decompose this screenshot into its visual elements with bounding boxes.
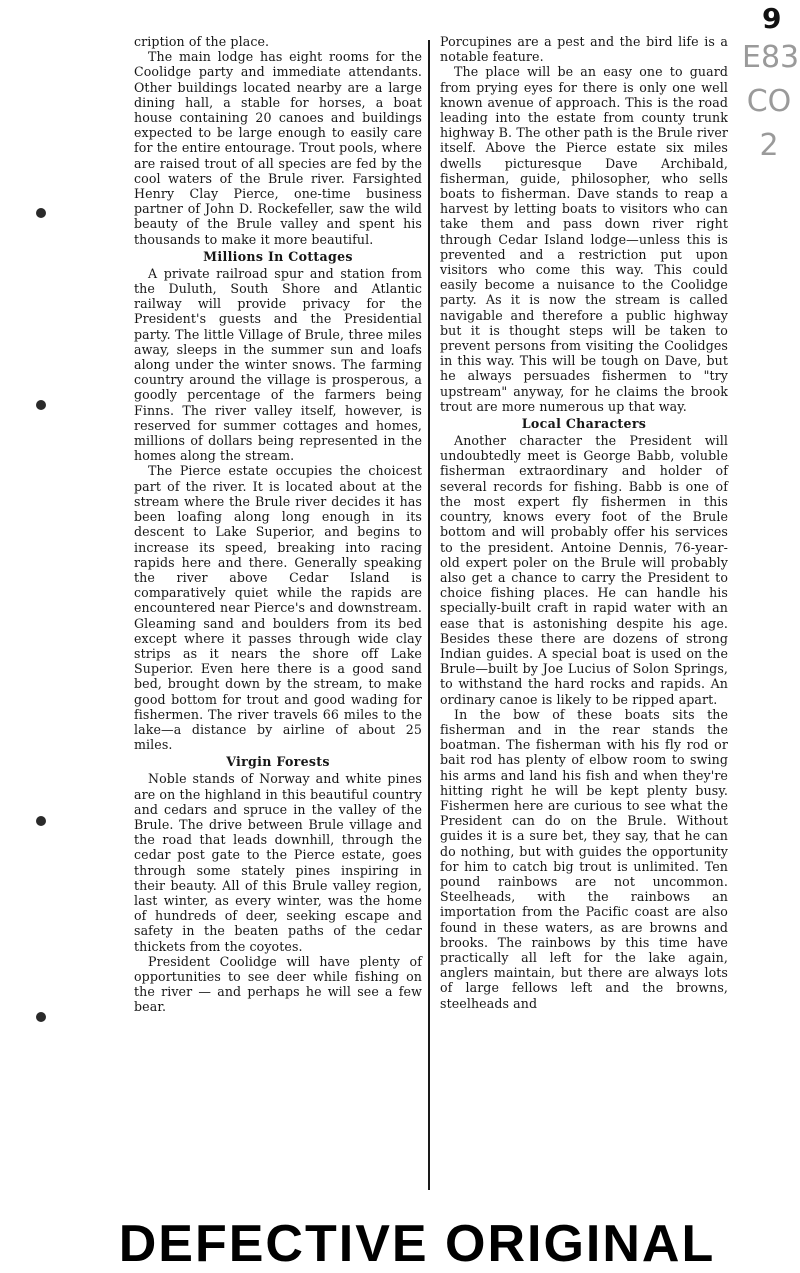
archive-annotation <box>742 36 800 168</box>
subheading: Local Characters <box>521 416 647 432</box>
paragraph: The main lodge has eight rooms for the Coolidge party and immediate attendants. Other buildings located nearby are a large dining hall, a stable for horses, a boat house containing 20 canoes and buildings expected to be large enough to easily care for the entire entourage. Trout pools, where are raised trout of all species are fed by the cool waters of the Brule river. Farsighted Henry Clay Pierce, one-time business partner of John D. Rockefeller, saw the wild beauty of the Brule valley and spent his thousands to make it more beautiful. <box>134 49 422 247</box>
subheading: Millions In Cottages <box>203 248 353 264</box>
binding-hole <box>36 208 46 218</box>
archive-annotation-line: 2 <box>759 128 779 163</box>
subheading: Virgin Forests <box>226 754 330 770</box>
binding-hole <box>36 1012 46 1022</box>
column-rule <box>428 40 430 1190</box>
page-number: 9 <box>762 2 782 35</box>
paragraph: A private railroad spur and station from the Duluth, South Shore and Atlantic railway will provide privacy for the President's guests and the Presidential party. The little Village of Brule, three miles away, sleeps in the summer sun and loafs along under the winter snows. The farming country around the village is prosperous, a goodly percentage of the farmers being Finns. The river valley itself, however, is reserved for summer cottages and homes, millions of dollars being represented in the homes along the stream. <box>134 265 422 464</box>
article-column-left <box>134 34 422 1015</box>
binding-hole <box>36 816 46 826</box>
paragraph: Another character the President will undoubtedly meet is George Babb, voluble fisherman extraordinary and holder of several records for fishing. Babb is one of the most expert fly fishermen in this country, knows every foot of the Brule bottom and will probably offer his services to the president. Antoine Dennis, 76-year-old expert poler on the Brule will probably also get a chance to carry the President to choice fishing places. He can handle his specially-built craft in rapid water with an ease that is astonishing despite his age. Besides these there are dozens of strong Indian guides. A special boat is used on the Brule—built by Joe Lucius of Solon Springs, to withstand the hard rocks and rapids. An ordinary canoe is likely to be ripped apart. <box>440 433 728 707</box>
paragraph: In the bow of these boats sits the fisherman and in the rear stands the boatman. The fisherman with his fly rod or bait rod has plenty of elbow room to swing his arms and land his fish and when they're hitting right he will be kept plenty busy. Fishermen here are curious to see what the President can do on the Brule. Without guides it is a sure bet, they say, that he can do nothing, but with guides the opportunity for him to catch big trout is unlimited. Ten pound rainbows are not uncommon. Steelheads, with the rainbows an importation from the Pacific coast are also found in these waters, as are browns and brooks. The rainbows by this time have practically all left for the lake again, anglers maintain, but there are always lots of large fellows left and the browns, steelheads and <box>440 706 728 1011</box>
defective-original-banner: DEFECTIVE ORIGINAL <box>118 1215 716 1273</box>
binding-hole <box>36 400 46 410</box>
paragraph: President Coolidge will have plenty of opportunities to see deer while fishing on the river — and perhaps he will see a few bear. <box>134 953 422 1015</box>
archive-annotation-line: E83 <box>742 40 800 75</box>
article-column-right <box>440 34 728 1011</box>
paragraph: cription of the place. <box>134 34 270 49</box>
paragraph: The place will be an easy one to guard from prying eyes for there is only one well known avenue of approach. This is the road leading into the estate from county trunk highway B. The other path is the Brule river itself. Above the Pierce estate six miles dwells picturesque Dave Archibald, fisherman, guide, philosopher, who sells boats to fisherman. Dave stands to reap a harvest by letting boats to visitors who can take them and pass down river right through Cedar Island lodge—unless this is prevented and a restriction put upon visitors who come this way. This could easily become a nuisance to the Coolidge party. As it is now the stream is called navigable and therefore a public highway but it is thought steps will be taken to prevent persons from visiting the Coolidges in this way. This will be tough on Dave, but he always persuades fishermen to "try upstream" anyway, for he claims the brook trout are more numerous up that way. <box>440 64 728 414</box>
paragraph: Noble stands of Norway and white pines are on the highland in this beautiful country and cedars and spruce in the valley of the Brule. The drive between Brule village and the road that leads downhill, through the cedar post gate to the Pierce estate, goes through some stately pines inspiring in their beauty. All of this Brule valley region, last winter, as every winter, was the home of hundreds of deer, seeking escape and safety in the beaten paths of the cedar thickets from the coyotes. <box>134 771 422 954</box>
paragraph: Porcupines are a pest and the bird life is a notable feature. <box>440 34 728 65</box>
paragraph: The Pierce estate occupies the choicest part of the river. It is located about at the stream where the Brule river decides it has been loafing along long enough in its descent to Lake Superior, and begins to increase its speed, breaking into racing rapids here and there. Generally speaking the river above Cedar Island is comparatively quiet while the rapids are encountered near Pierce's and downstream. Gleaming sand and boulders from its bed except where it passes through wide clay strips as it nears the shore off Lake Superior. Even here there is a good sand bed, brought down by the stream, to make good bottom for trout and good wading for fishermen. The river travels 66 miles to the lake—a distance by airline of about 25 miles. <box>134 463 422 753</box>
archive-annotation-line: CO <box>746 84 792 119</box>
